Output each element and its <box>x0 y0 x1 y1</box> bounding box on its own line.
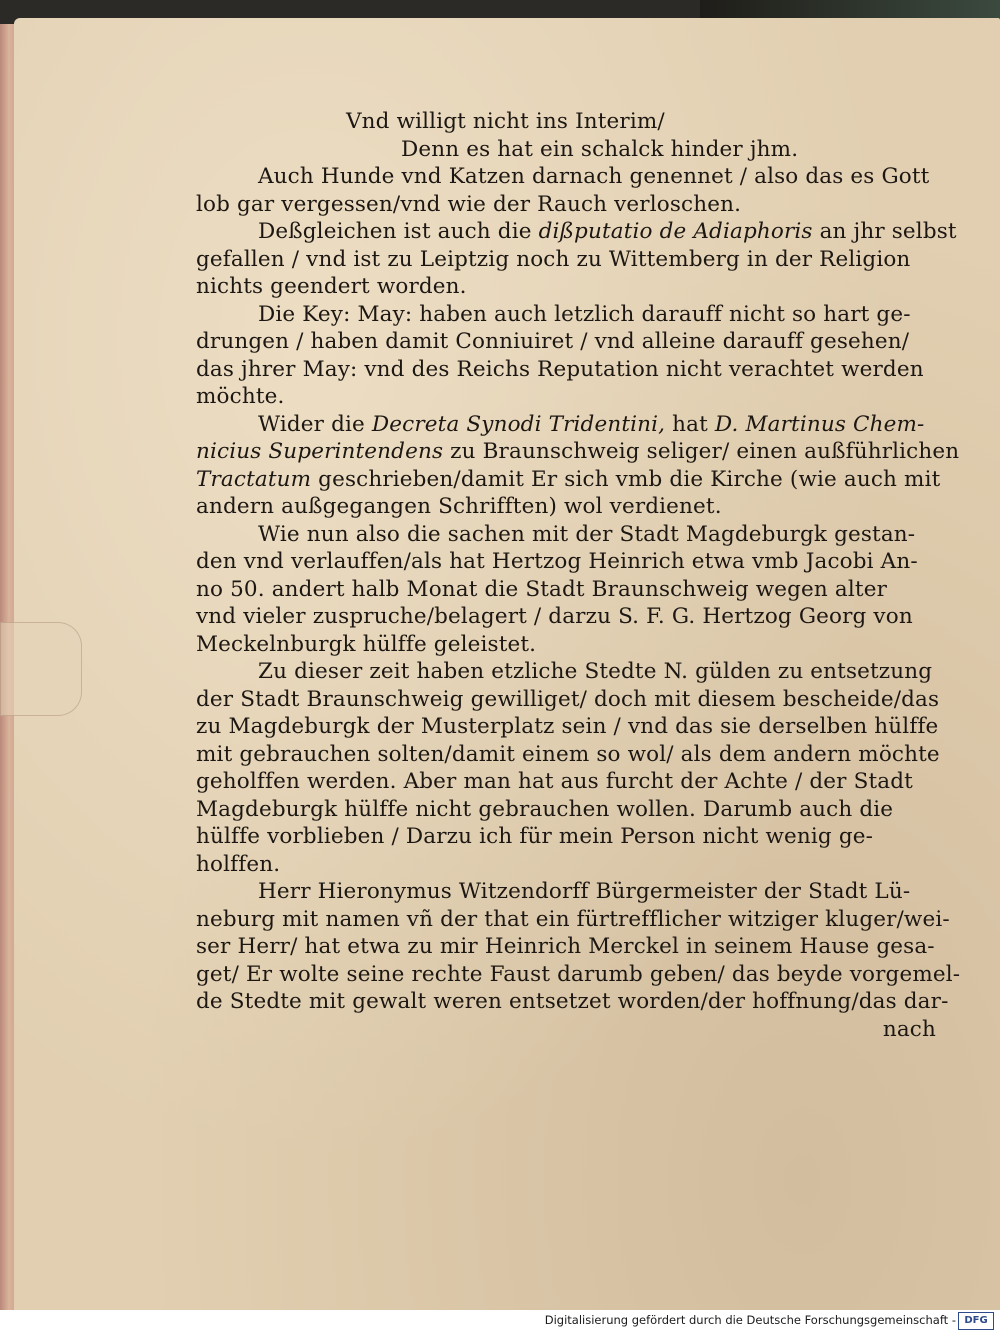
text-segment: geschrieben/damit Er sich vmb die Kirche (wie auch mit <box>318 466 941 492</box>
text-line: möchte. <box>196 384 285 409</box>
text-line: den vnd verlauffen/als hat Hertzog Heinrich etwa vmb Jacobi An- <box>196 549 918 574</box>
text-line: Magdeburgk hülffe nicht gebrauchen wollen. Darumb auch die <box>196 796 894 822</box>
latin-term: dißputatio de Adiaphoris <box>538 219 813 244</box>
text-line: Wie nun also die sachen mit der Stadt Magdeburgk gestan- <box>258 521 916 547</box>
text-line: Auch Hunde vnd Katzen darnach genennet / also das es Gott <box>258 164 930 189</box>
dfg-logo-icon: DFG <box>958 1312 994 1330</box>
text-line: vnd vieler zuspruche/belagert / darzu S. F. G. Hertzog Georg von <box>196 604 913 629</box>
text-segment: Deßgleichen ist auch die <box>258 219 532 244</box>
text-line <box>196 218 957 246</box>
text-line: hülffe vorblieben / Darzu ich für mein Person nicht wenig ge- <box>196 824 874 849</box>
text-line: nichts geendert worden. <box>196 274 467 299</box>
text-line: neburg mit namen vñ der that ein fürtrefflicher witziger kluger/wei- <box>196 906 950 932</box>
book-binding-edge <box>700 0 1000 18</box>
catchword: nach <box>882 1016 936 1042</box>
funding-credit: Digitalisierung gefördert durch die Deutsche Forschungsgemeinschaft - <box>544 1313 956 1327</box>
text-segment: Wider die <box>258 411 365 437</box>
text-line <box>196 411 936 439</box>
latin-term: Tractatum <box>196 466 312 492</box>
digitization-footer <box>0 1310 1000 1331</box>
text-line: holffen. <box>196 851 281 877</box>
text-line: Zu dieser zeit haben etzliche Stedte N. gülden zu entsetzung <box>258 659 933 684</box>
page-text <box>196 108 961 1043</box>
text-line: Herr Hieronymus Witzendorff Bürgermeister der Stadt Lü- <box>258 879 911 904</box>
text-line: de Stedte mit gewalt weren entsetzet worden/der hoffnung/das dar- <box>196 989 949 1014</box>
text-line: gefallen / vnd ist zu Leiptzig noch zu Wittemberg in der Religion <box>196 246 911 272</box>
latin-term: nicius Superintendens <box>196 439 444 464</box>
text-segment: an jhr selbst <box>819 219 957 244</box>
text-line: drungen / haben damit Conniuiret / vnd alleine darauff gesehen/ <box>196 329 910 354</box>
text-line: mit gebrauchen solten/damit einem so wol/ als dem andern möchte <box>196 741 940 767</box>
text-segment: hat <box>672 411 708 437</box>
text-line <box>196 438 960 466</box>
text-line <box>196 466 941 494</box>
page-clip <box>0 622 82 716</box>
text-segment: zu Braunschweig seliger/ einen außführlichen <box>450 439 960 464</box>
text-line: Denn es hat ein schalck hinder jhm. <box>401 136 799 162</box>
text-line: Meckelnburgk hülffe geleistet. <box>196 631 537 657</box>
text-line: geholffen werden. Aber man hat aus furcht der Achte / der Stadt <box>196 769 913 794</box>
latin-term: D. Martinus Chem- <box>714 411 925 437</box>
text-line: andern außgegangen Schrifften) wol verdienet. <box>196 494 722 519</box>
text-line: zu Magdeburgk der Musterplatz sein / vnd das sie derselben hülffe <box>196 714 939 739</box>
text-line: Vnd willigt nicht ins Interim/ <box>346 109 665 134</box>
latin-term: Decreta Synodi Tridentini, <box>371 411 666 437</box>
text-line: der Stadt Braunschweig gewilliget/ doch mit diesem bescheide/das <box>196 686 940 712</box>
text-line: lob gar vergessen/vnd wie der Rauch verloschen. <box>196 191 742 217</box>
text-line: ser Herr/ hat etwa zu mir Heinrich Merckel in seinem Hause gesa- <box>196 934 935 959</box>
text-line: Die Key: May: haben auch letzlich darauff nicht so hart ge- <box>258 301 911 327</box>
text-line: get/ Er wolte seine rechte Faust darumb geben/ das beyde vorgemel- <box>196 961 961 987</box>
text-line: no 50. andert halb Monat die Stadt Braunschweig wegen alter <box>196 576 888 602</box>
text-line: das jhrer May: vnd des Reichs Reputation nicht verachtet werden <box>196 356 924 382</box>
